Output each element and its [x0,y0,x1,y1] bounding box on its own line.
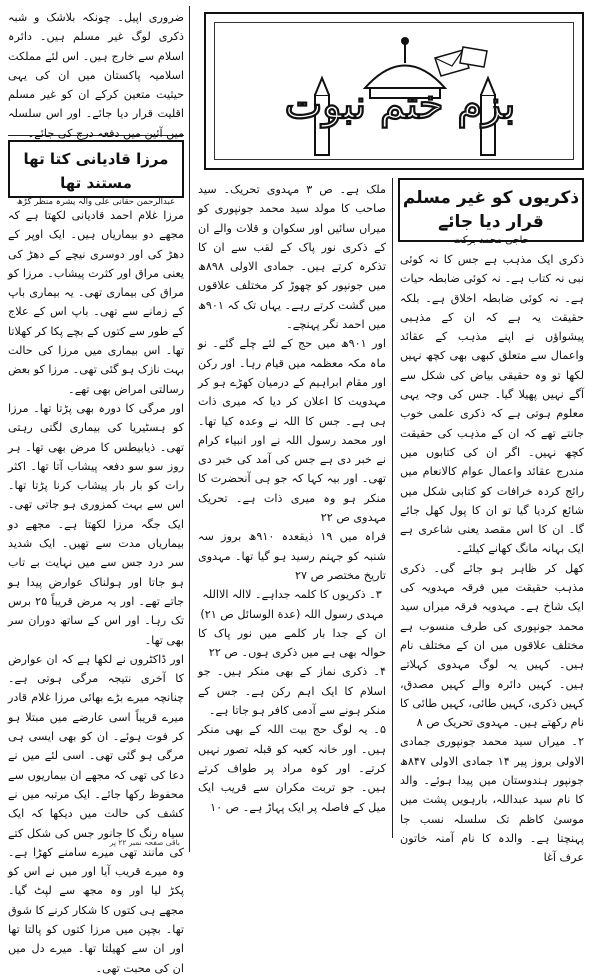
article4-paragraph: اور مرگی کا دورہ بھی پڑتا تھا۔ مرزا کو ہسٹیریا کی بیماری لگتی رہتی تھی۔ ذیابیطس کا مرض بھی تھا۔ ہر روز سو سو دفعہ پیشاب آتا تھا۔ اکثر رات کو بار بار پیشاب کرنا پڑتا تھا۔ اس سے بہت کمزوری ہو جاتی تھی۔ ایک جگہ مرزا لکھتا ہے۔ مجھے دو بیماریاں مدت سے تھیں۔ ایک شدید سر درد جس سے میں نہایت بے تاب ہو جاتا اور ہولناک عوارض پیدا ہو جاتے تھے۔ اور یہ مرض قریباً ۲۵ برس تک رہا۔ اور اس کے ساتھ دوران سر بھی تھا۔ [8,401,185,647]
article2-body [198,180,386,850]
article1-title: ذکریوں کو غیر مسلم قرار دیا جائے [402,188,580,232]
rule-left-column [189,6,190,852]
article1-headline-box [398,178,584,246]
logo-inner-frame [214,22,574,160]
article3-paragraph: ضروری اپیل۔ چونکہ بلاشک و شبہ ذکری لوگ غیر مسلم ہیں۔ دائرہ اسلام سے خارج ہیں۔ اس لئے مملکت اسلامیہ پاکستان میں ان کی یہی حیثیت متعین کرکے ان کو غیر مسلم اقلیت قرار دیا جائے۔ اور اس سلسلہ میں آئین میں دفعہ درج کی جائے۔ [8,11,184,140]
article2-paragraph: اور ۹۰۱ھ میں حج کے لئے چلے گئے۔ نو ماہ مکہ معظمہ میں قیام رہا۔ اور رکن اور مقام ابراہیم کے درمیان کھڑے ہو کر مہدویت کا اعلان کر دیا کہ میری ذات ہی ہے۔ جس کا اللہ نے وعدہ کیا تھا۔ اور محمد رسول اللہ نے اور انبیاء کرام نے خبر دی ہے جس کی آمد کی خبر دی تھی۔ اور بیہ کہا کہ جو ہی آنحضرت کا منکر ہو وہ میری ذات ہے۔ تحریک مہدوی ص ۲۲ [198,337,386,525]
article4-author: عبدالرحمن حقانی علی والہ یشرہ منظر گڑھ [16,197,176,207]
article1-paragraph: ۲۔ میراں سید محمد جونپوری جمادی الاولی بروز پیر ۱۴ جمادی الاولی ۸۴۷ھ جونپور ہندوستان میں پیدا ہوئے۔ والد کا نام سید عبداللہ، بارہویں پشت میں موسیٰ کاظم تک سلسلہ نسب جا پہنچتا ہے۔ والدہ کا نام آمنہ خاتون عرف آغا [400,735,584,865]
rule-middle-column [392,178,393,838]
logo-title: بزم ختم نبوت [284,81,516,128]
article2-paragraph: فراہ میں ۱۹ ذیقعدہ ۹۱۰ھ بروز سہ شنبہ کو جہنم رسید ہو گیا تھا۔ مہدوی تاریخ مختصر ص ۲۷ [198,530,386,582]
article4-title: مرزا قادیانی کتا تھا مستند تھا [23,150,169,192]
article4-headline-box [8,140,184,207]
article4-paragraph: اور ڈاکٹروں نے لکھا ہے کہ ان عوارض کا آخری نتیجہ مرگی ہوتی ہے۔ چنانچہ میرے بڑے بھائی مرزا غلام قادر میرے قریباً اسی عارضے میں مبتلا ہو کر فوت ہوئے۔ ان کو بھی ایسی ہی مرگی ہو گئی تھی۔ اسی لئے میں نے دعا کی تھی کہ مجھے ان بیماریوں سے محفوظ رکھا جائے۔ ایک مرتبہ میں نے کشف کی حالت میں دیکھا کہ ایک سیاہ رنگ کا جانور جس کی شکل کتے کی مانند تھی میرے سامنے کھڑا ہے۔ وہ میرے قریب آیا اور میں نے اس کو پکڑ لیا اور وہ مجھ سے لپٹ گیا۔ مجھے ہی کتوں کا شکار کرنے کا شوق تھا۔ بچپن میں مرزا کتوں کو پالتا تھا اور ان سے کھیلتا تھا۔ میرے دل میں ان کی محبت تھی۔ [8,652,184,975]
article2-paragraph: ۴۔ ذکری نماز کے بھی منکر ہیں۔ جو اسلام کا ایک اہم رکن ہے۔ جس کے منکر ہونے سے آدمی کافر ہو جاتا ہے۔ [198,665,386,718]
article1-body [400,250,584,865]
article1-author: حاجی محمد برکت [453,235,529,246]
article2-paragraph: ملک ہے۔ ص ۳ مہدوی تحریک۔ سید صاحب کا مولد سید محمد جونپوری کو میراں سائیں اور سکوان و قلات والے ان کے ذکری نور پاک کے لقب سے ان کا تذکرہ کرتے ہیں۔ جمادی الاولی ۸۹۸ھ میں جونپور کو چھوڑ کر مختلف علاقوں میں گشت کرتے رہے۔ یہاں تک کہ ۹۰۱ھ میں احمد نگر پہنچے۔ [198,183,386,332]
article1-paragraph: ذکری ایک مذہب ہے جس کا نہ کوئی نبی نہ کتاب ہے۔ نہ کوئی ضابطہ حیات ہے۔ نہ کوئی ضابطہ اخلاق ہے۔ بلکہ حقیقت یہ ہے کہ ان کے مذہبی پیشواؤں نے اپنے مذہب کے عقائد واعمال سے متعلق کبھی بھی کچھ نہیں لکھا تو وہ حقیقی بیاض کی شکل سے آگے نہیں پھیلا گیا۔ جس کی وجہ یہی معلوم ہوتی ہے کہ ذکری علمی خوب جانتے تھے کہ ان کے مذہب کی حقیقت کچھ نہیں۔ اگر ان کی کتابوں میں مندرج عقائد واعمال عوام کالانعام میں رائج کردہ خرافات کو کتابی شکل میں شائع کردیا گیا تو ان کا پول کھل جائے گا۔ ان کا اس مقصد یعنی شاعری ہے ایک بہانہ مانگ کھانے کیلئے۔ [400,253,584,556]
article3-body [8,8,184,140]
logo-frame [204,12,584,170]
article2-paragraph: ۵۔ یہ لوگ حج بیت اللہ کے بھی منکر ہیں۔ اور خانہ کعبہ کو قبلہ تصور نہیں کرتے۔ اور کوہ مراد پر طواف کرتے ہیں۔ جو تربت مکران سے قریب ایک میل کے فاصلہ پر ایک پہاڑ ہے۔ ص ۱۰ [198,723,386,814]
article4-paragraph: مرزا غلام احمد قادیانی لکھتا ہے کہ مجھے دو بیماریاں ہیں۔ ایک اوپر کے دھڑ کی اور دوسری نیچے کے دھڑ کی یعنی مراق اور کثرت پیشاب۔ مرزا کو مراق کی بیماری تھی۔ یہ بیماری باپ کے زمانے سے تھی۔ باپ اس کے علاج کے طور سے کتوں کے بچے پکا کر کھلاتا تھا۔ اس بیماری میں مرزا کی حالت بہت نازک ہو گئی تھی۔ مرزا کو بعض رسالتی امراض بھی تھے۔ [8,209,184,396]
article2-paragraph: ان کے جدا بار کلمے میں نور پاک کا حوالہ بھی ہے میں ذکری ہوں۔ ص ۲۲ [198,626,386,660]
continued-note: باقی صفحہ نمبر ۲۲ پر [109,838,180,847]
article2-paragraph: ۳۔ ذکریوں کا کلمہ جداہے۔ لاالہ الااللہ مہدی رسول اللہ (عدة الوسائل ص ۲۱) [200,588,384,621]
article1-paragraph: کھل کر ظاہر ہو جائے گی۔ ذکری مذہب حقیقت میں فرقہ مہدویہ کی ایک شاخ ہے۔ مہدویہ فرقہ میراں سید محمد جونپوری کی طرف منسوب ہے مختلف علاقوں میں ان کے مختلف نام ہیں۔ کہیں یہ لوگ مہدوی کہلاتے ہیں۔ کہیں دائرہ والے کہیں مصدق، کہیں ذکری، کہیں طائی، کہیں طائی کا نام رکھتے ہیں۔ مہدوی تحریک ص ۸ [400,561,584,730]
